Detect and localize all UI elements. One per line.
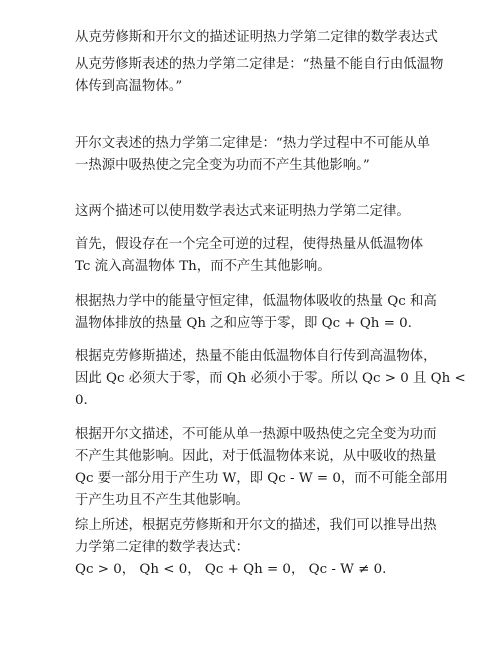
text-line: 根据克劳修斯描述，热量不能由低温物体自行传到高温物体， — [75, 349, 437, 364]
paragraph-clausius-derivation — [75, 346, 466, 412]
text-line: 温物体排放的热量 Qh 之和应等于零，即 Qc + Qh = 0. — [75, 316, 412, 331]
text-line: Tc 流入高温物体 Th，而不产生其他影响。 — [75, 259, 331, 274]
paragraph-clausius-statement — [75, 54, 447, 98]
text-line: 因此 Qc 必须大于零，而 Qh 必须小于零。所以 Qc > 0 且 Qh < — [75, 371, 466, 386]
text-line: 首先，假设存在一个完全可逆的过程，使得热量从低温物体 — [75, 237, 424, 252]
paragraph-conclusion — [75, 515, 447, 581]
text-line: 根据开尔文描述，不可能从单一热源中吸热使之完全变为功而 — [75, 427, 437, 442]
text-line: 体传到高温物体。” — [75, 79, 183, 94]
text-line: 不产生其他影响。因此，对于低温物体来说，从中吸收的热量 — [75, 449, 437, 464]
text-line: 力学第二定律的数学表达式： — [75, 540, 250, 555]
formula-line: Qc > 0， Qh < 0， Qc + Qh = 0， Qc - W ≠ 0. — [75, 562, 387, 577]
text-line: 于产生功且不产生其他影响。 — [75, 493, 250, 508]
text-line: 从克劳修斯表述的热力学第二定律是：“热量不能自行由低温物 — [75, 57, 444, 72]
text-line: 一热源中吸热使之完全变为功而不产生其他影响。” — [75, 158, 370, 173]
text-line: 0. — [75, 393, 88, 408]
paragraph-kelvin-statement — [75, 133, 447, 177]
paragraph-kelvin-derivation — [75, 424, 447, 512]
text-line: 综上所述，根据克劳修斯和开尔文的描述，我们可以推导出热 — [75, 518, 437, 533]
document-title: 从克劳修斯和开尔文的描述证明热力学第二定律的数学表达式 — [75, 30, 438, 45]
paragraph-assumption — [75, 234, 447, 278]
paragraph-intro — [75, 201, 447, 223]
text-line: 根据热力学中的能量守恒定律，低温物体吸收的热量 Qc 和高 — [75, 294, 437, 309]
text-line: 开尔文表述的热力学第二定律是：“热力学过程中不可能从单 — [75, 136, 430, 151]
text-line: 这两个描述可以使用数学表达式来证明热力学第二定律。 — [75, 204, 410, 219]
paragraph-energy-conservation — [75, 291, 447, 335]
text-line: Qc 要一部分用于产生功 W，即 Qc - W = 0，而不可能全部用 — [75, 471, 448, 486]
